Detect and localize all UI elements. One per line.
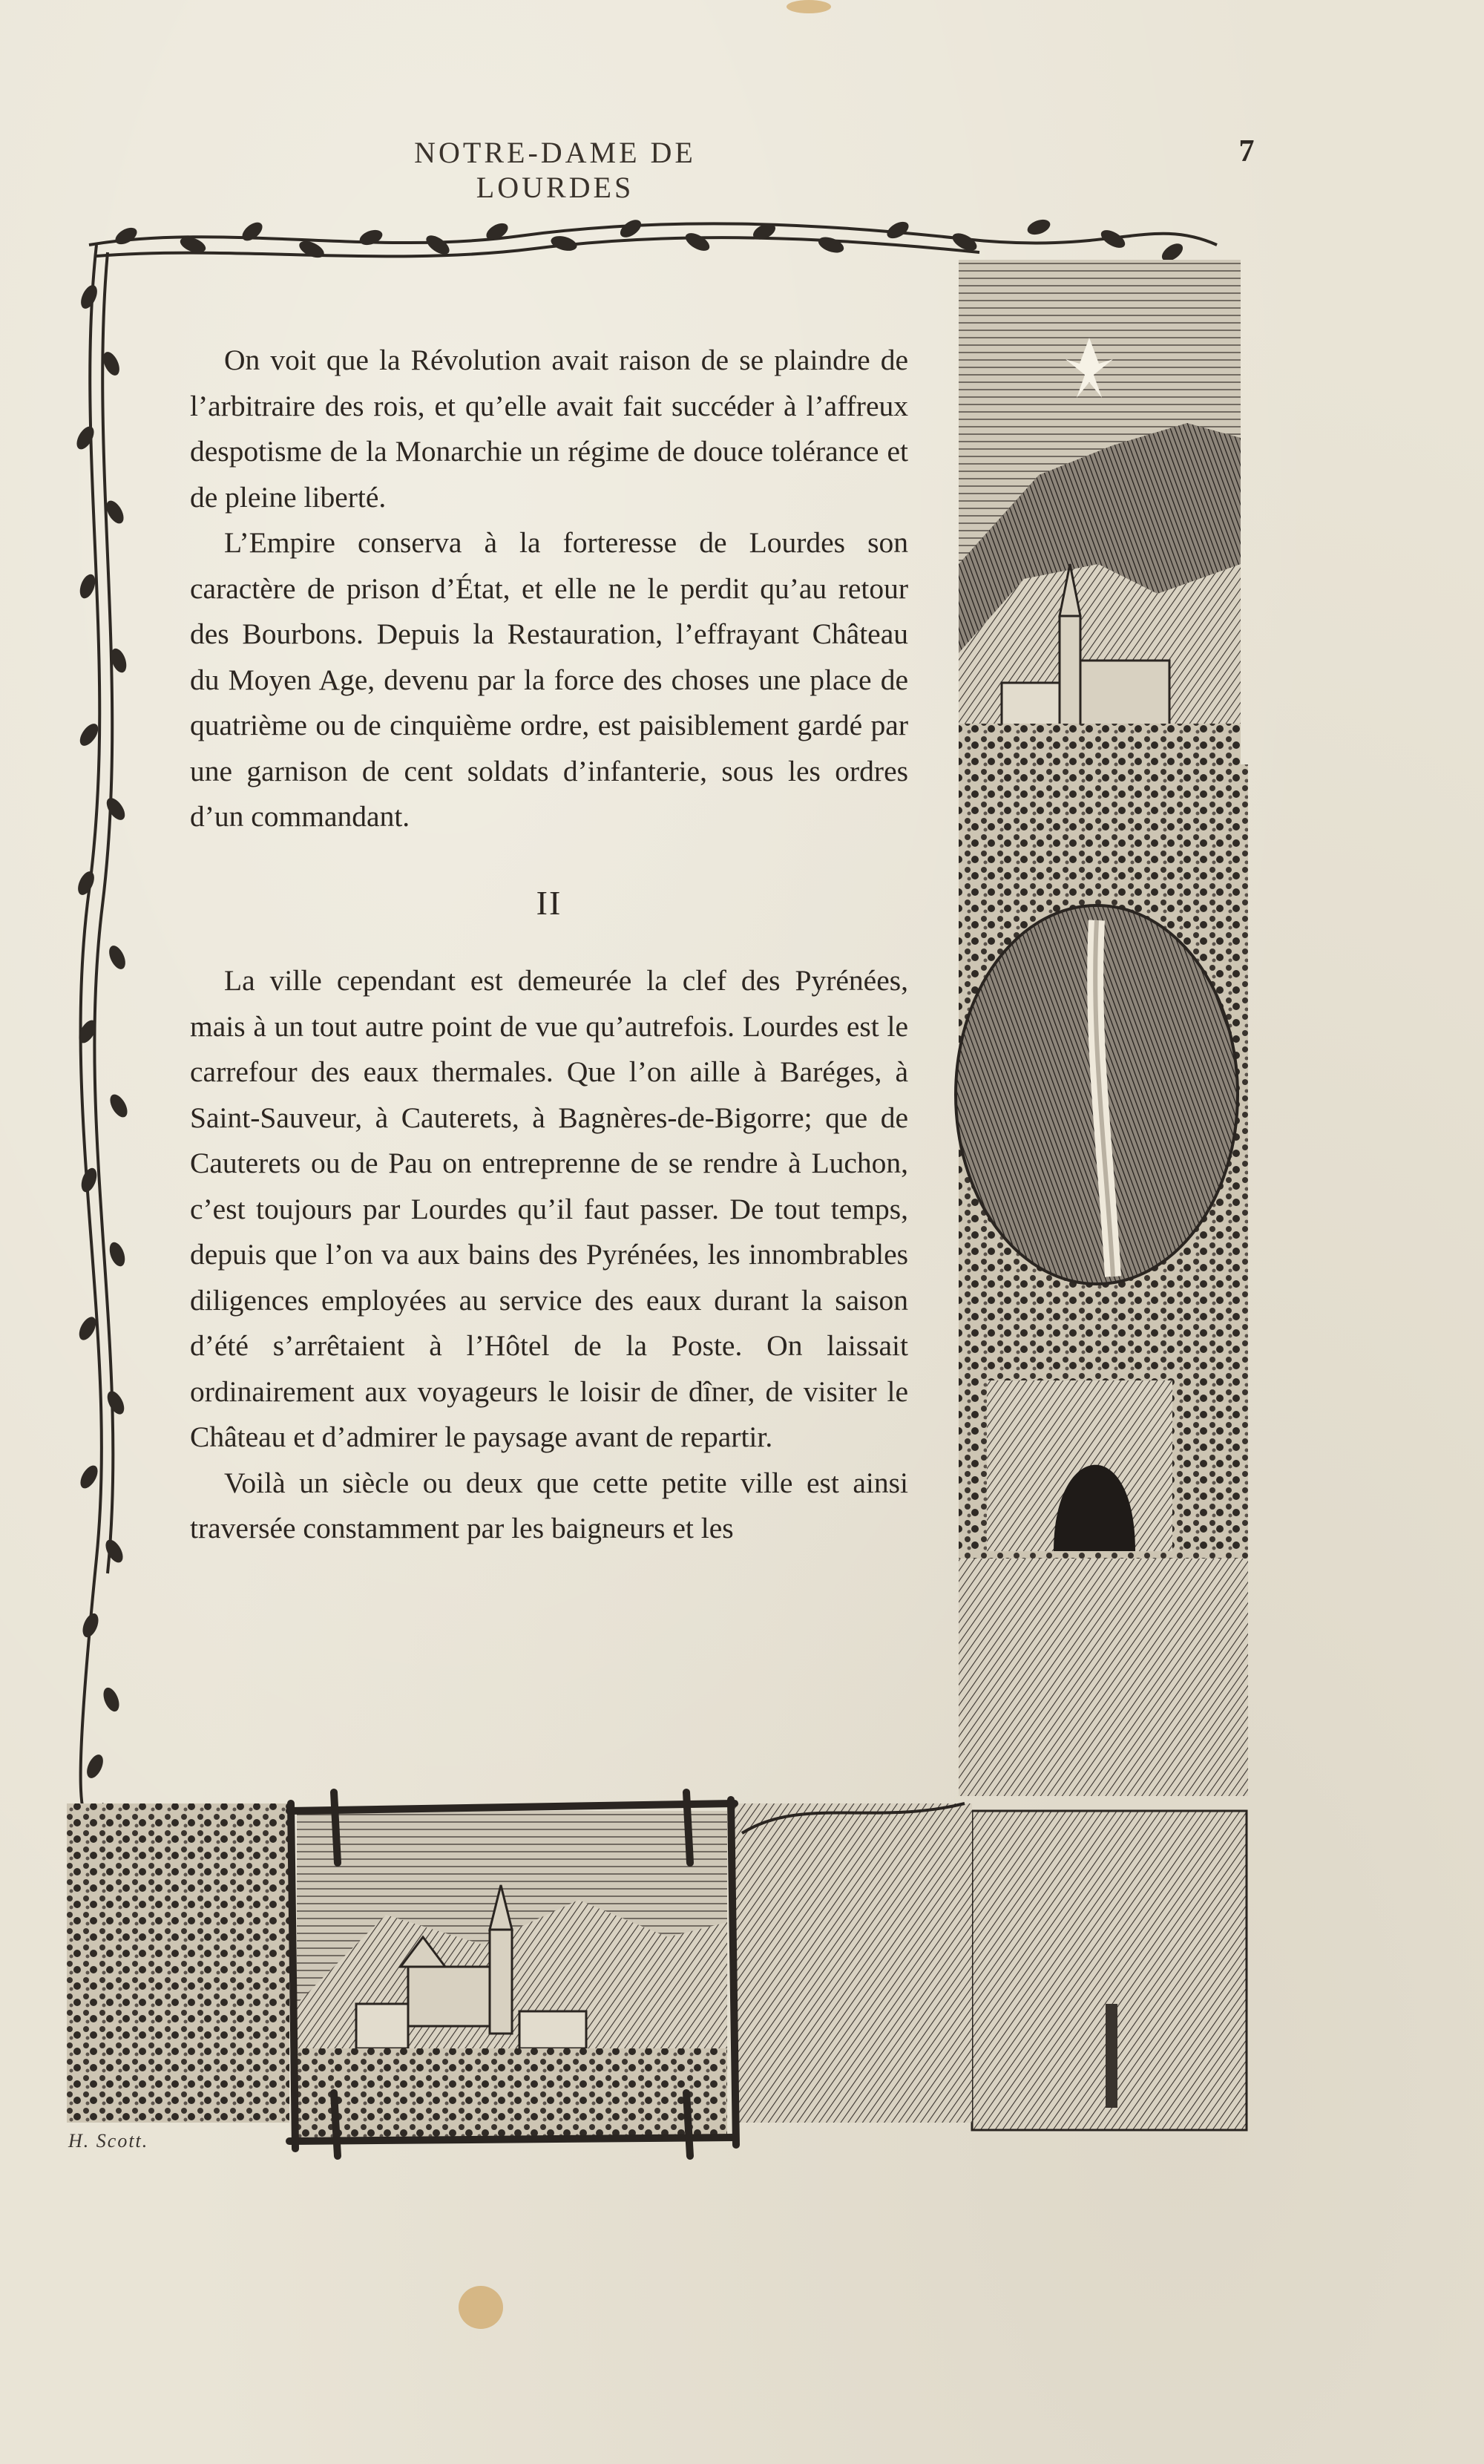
town-vignette: [289, 1792, 736, 2156]
body-text: [190, 338, 908, 1552]
waterfall-scene: [956, 764, 1248, 2130]
left-leaves: [73, 283, 131, 1780]
paragraph: L’Empire conserva à la forteresse de Lourdes son caractère de prison d’État, et elle ne le perdit qu’au retour des Bourbons. Depuis la Restauration, l’effrayant Château du Moyen Age, devenu par la force des choses une place de quatrième ou de cinquième ordre, est paisiblement gardé par une garnison de cent soldats d’infanterie, sous les ordres d’un commandant.: [190, 526, 908, 833]
page-number: 7: [1238, 134, 1255, 168]
paragraph: La ville cependant est demeurée la clef des Pyrénées, mais à un tout autre point de vue qu’autrefois. Lourdes est le carrefour des eaux thermales. Que l’on aille à Baréges, à Saint-Sauveur, à Cauterets, à Bagnères-de-Bigorre; que de Cauterets ou de Pau on entreprenne de se rendre à Luchon, c’est toujours par Lourdes qu’il faut passer. De tout temps, depuis que l’on va aux bains des Pyrénées, les innombrables diligences employées au service des eaux durant la saison d’été s’arrêtaient à l’Hôtel de la Poste. On laissait ordinairement aux voyageurs le loisir de dîner, de visiter le Château et d’admirer le paysage avant de repartir.: [190, 964, 908, 1453]
paragraph: On voit que la Révolution avait raison de se plaindre de l’arbitraire des rois, et qu’elle avait fait succéder à l’affreux despotisme de la Monarchie un régime de douce tolérance et de pleine liberté.: [190, 344, 908, 514]
paragraph: Voilà un siècle ou deux que cette petite ville est ainsi traversée constamment par les baigneurs et les: [190, 1466, 908, 1544]
mountain-church-scene: [959, 260, 1241, 764]
running-head: NOTRE-DAME DE LOURDES: [414, 136, 696, 204]
engraver-signature: H. Scott.: [68, 2130, 149, 2152]
section-heading: II: [536, 883, 562, 922]
